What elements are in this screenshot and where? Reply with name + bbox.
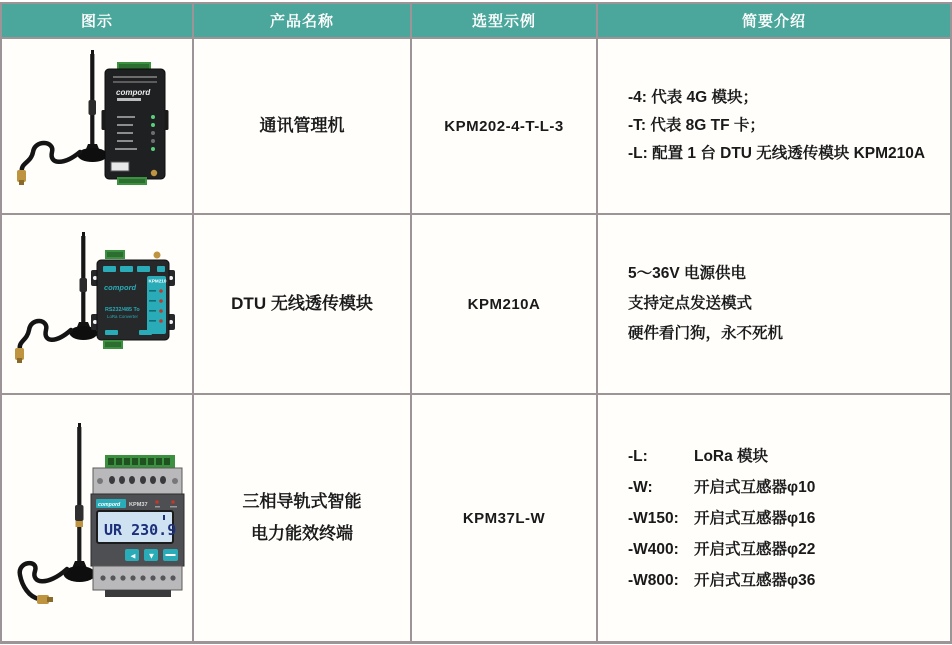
dtu-module-illustration	[5, 218, 190, 390]
din-meter-illustration	[5, 403, 190, 633]
intro-1-line-2: -T: 代表 8G TF 卡；	[628, 117, 765, 134]
antenna-icon	[17, 50, 108, 185]
brand-logo-text: compord	[97, 502, 120, 508]
comm-manager-photo	[2, 39, 192, 213]
dtu-desc-line2: LoRa Converter	[106, 314, 138, 319]
intro-3-line-5: -W800: 开启式互感器φ36	[628, 571, 816, 589]
device-body	[91, 455, 184, 597]
col-header-model-example: 选型示例	[412, 4, 596, 37]
down-arrow-icon: ▼	[147, 551, 155, 561]
model-example-2: KPM210A	[412, 215, 596, 393]
left-arrow-icon: ◄	[128, 551, 137, 561]
brand-logo-text: compord	[103, 283, 136, 292]
comm-manager-device-illustration	[5, 42, 190, 210]
col-header-intro: 简要介绍	[598, 4, 950, 37]
meter-buttons	[125, 549, 178, 561]
col-header-product-name: 产品名称	[194, 4, 410, 37]
dtu-desc-line1: RS232/485 To	[104, 307, 140, 313]
intro-3-line-4: -W400: 开启式互感器φ22	[628, 540, 816, 558]
product-table	[0, 2, 952, 644]
model-example-3: KPM37L-W	[412, 395, 596, 641]
col-header-image: 图示	[2, 4, 192, 37]
product-name-3: 三相导轨式智能 电力能效终端	[194, 395, 410, 641]
intro-2	[598, 215, 950, 393]
antenna-icon	[15, 232, 98, 363]
model-example-1: KPM202-4-T-L-3	[412, 39, 596, 213]
meter-model-text: KPM37	[128, 502, 148, 508]
lcd-display	[97, 511, 176, 543]
intro-3-line-2: -W: 开启式互感器φ10	[628, 478, 816, 496]
teal-label-strip	[147, 276, 166, 334]
device-body	[91, 250, 175, 349]
brand-logo-text: compord	[115, 88, 150, 97]
dtu-module-photo	[2, 215, 192, 393]
intro-2-line-1: 5～36V 电源供电	[628, 265, 747, 282]
intro-3	[598, 395, 950, 641]
dtu-model-text: KPM210	[148, 278, 166, 284]
intro-1	[598, 39, 950, 213]
intro-2-line-2: 支持定点发送模式	[628, 295, 753, 312]
antenna-icon	[19, 423, 95, 604]
product-name-2: DTU 无线透传模块	[194, 215, 410, 393]
enter-button-glyph	[165, 554, 175, 556]
device-body	[101, 62, 168, 185]
intro-2-line-3: 硬件看门狗，永不死机	[628, 325, 784, 342]
intro-3-line-1: -L: LoRa 模块	[628, 447, 769, 465]
intro-1-line-3: -L: 配置 1 台 DTU 无线透传模块 KPM210A	[628, 145, 926, 162]
lcd-reading: UR 230.9	[103, 521, 176, 539]
din-meter-photo	[2, 395, 192, 641]
intro-1-line-1: -4: 代表 4G 模块；	[628, 89, 759, 106]
product-name-1: 通讯管理机	[194, 39, 410, 213]
intro-3-line-3: -W150: 开启式互感器φ16	[628, 509, 816, 527]
